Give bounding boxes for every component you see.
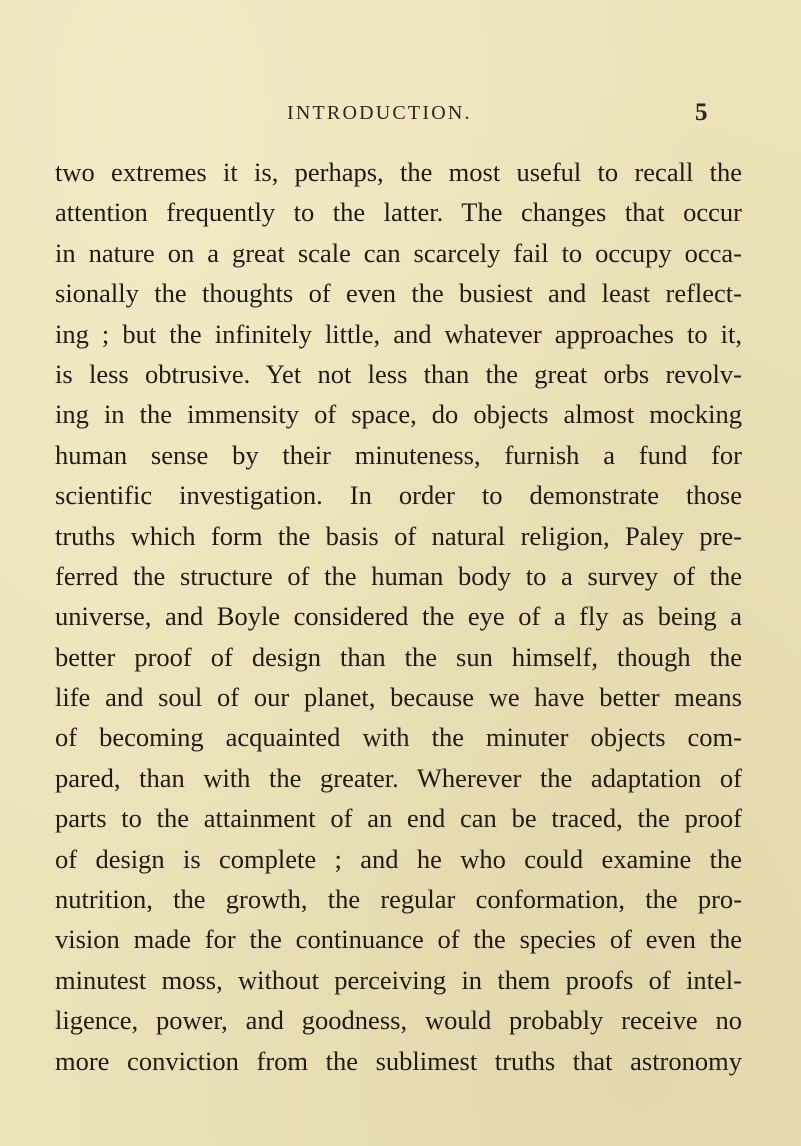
text-line: of becoming acquainted with the minuter objects com- <box>55 722 742 753</box>
running-title: INTRODUCTION. <box>287 102 472 124</box>
text-line: minutest moss, without perceiving in them proofs of intel- <box>55 964 742 995</box>
text-line: vision made for the continuance of the species of even the <box>55 924 742 955</box>
running-head <box>0 99 801 138</box>
text-line: sionally the thoughts of even the busiest and least reflect- <box>55 278 742 309</box>
text-line: attention frequently to the latter. The changes that occur <box>55 197 742 228</box>
text-line: is less obtrusive. Yet not less than the great orbs revolv- <box>55 358 742 389</box>
text-line: better proof of design than the sun himself, though the <box>55 641 742 672</box>
text-line: ferred the structure of the human body to a survey of the <box>55 560 742 591</box>
page-number: 5 <box>695 99 708 126</box>
text-line: of design is complete ; and he who could examine the <box>55 843 742 874</box>
text-line: parts to the attainment of an end can be traced, the proof <box>55 803 742 834</box>
text-line: human sense by their minuteness, furnish a fund for <box>55 439 742 470</box>
text-line: ing in the immensity of space, do objects almost mocking <box>55 399 742 430</box>
text-line: nutrition, the growth, the regular conformation, the pro- <box>55 884 742 915</box>
body-text <box>55 152 742 1081</box>
text-line: universe, and Boyle considered the eye of a fly as being a <box>55 601 742 632</box>
text-line: ing ; but the infinitely little, and whatever approaches to it, <box>55 318 742 349</box>
text-line: life and soul of our planet, because we have better means <box>55 682 742 713</box>
text-line: truths which form the basis of natural religion, Paley pre- <box>55 520 742 551</box>
text-line: in nature on a great scale can scarcely fail to occupy occa- <box>55 237 742 268</box>
text-line: scientific investigation. In order to demonstrate those <box>55 480 742 511</box>
text-line: more conviction from the sublimest truths that astronomy <box>55 1045 742 1076</box>
text-line: ligence, power, and goodness, would probably receive no <box>55 1005 742 1036</box>
text-line: pared, than with the greater. Wherever the adaptation of <box>55 762 742 793</box>
text-line: two extremes it is, perhaps, the most useful to recall the <box>55 157 742 187</box>
